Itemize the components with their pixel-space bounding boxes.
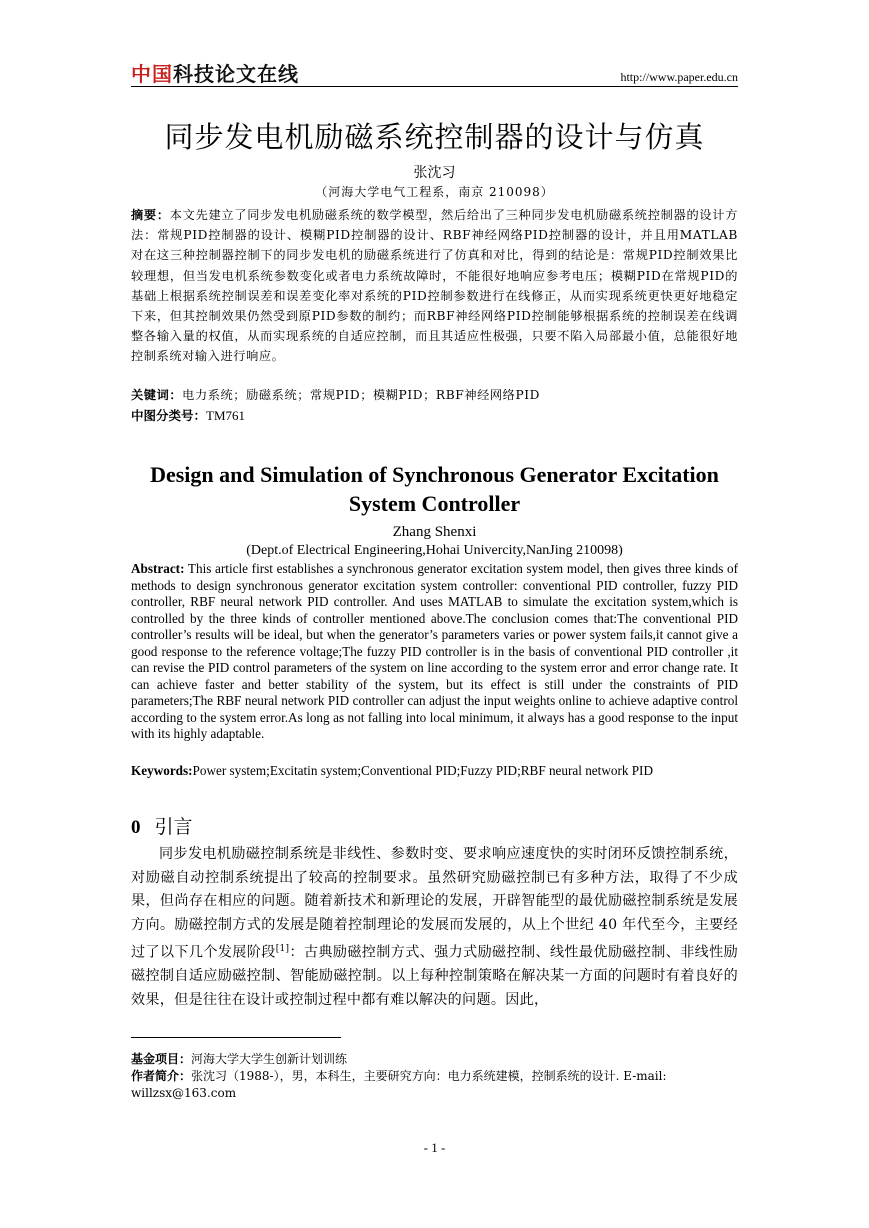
keywords-chinese xyxy=(131,385,738,405)
intro-text-part1: 同步发电机励磁控制系统是非线性、参数时变、要求响应速度快的实时闭环反馈控制系统，对励磁自动控制系统提出了较高的控制要求。虽然研究励磁控制已有多种方法，取得了不少成果，但尚存在相应的问题。随着新技术和新理论的发展，开辟智能型的最优励磁控制系统是发展方向。励磁控制方式的发展是随着控制理论的发展而发展的，从上个世纪 40 年代至今，主要经过了以下几个发展阶段 xyxy=(131,846,738,961)
classification-value: TM761 xyxy=(206,408,246,423)
keywords-english-text: Power system;Excitatin system;Conventional PID;Fuzzy PID;RBF neural network PID xyxy=(192,763,653,778)
keywords-english xyxy=(131,763,738,780)
author-bio-label: 作者简介： xyxy=(131,1069,192,1083)
classification-number xyxy=(131,406,738,426)
section-title: 引言 xyxy=(154,816,193,838)
section-number: 0 xyxy=(131,817,141,838)
keywords-chinese-label: 关键词： xyxy=(131,388,183,402)
author-bio-text: 张沈习（1988-），男，本科生，主要研究方向：电力系统建模，控制系统的设计. E-mail: willzsx@163.com xyxy=(131,1069,667,1100)
classification-label: 中图分类号： xyxy=(131,408,207,423)
footnote-fund xyxy=(131,1051,738,1068)
keywords-english-label: Keywords: xyxy=(131,763,193,778)
fund-label: 基金项目： xyxy=(131,1052,192,1066)
intro-text-part2: ：古典励磁控制方式、强力式励磁控制、线性最优励磁控制、非线性励磁控制自适应励磁控制、智能励磁控制。以上每种控制策略在解决某一方面的问题时有着良好的效果，但是往往在设计或控制过程中都有难以解决的问题。因此， xyxy=(131,944,738,1008)
abstract-chinese-label: 摘要： xyxy=(131,208,170,222)
footnote-divider xyxy=(131,1037,341,1038)
header-divider xyxy=(131,86,738,87)
abstract-english xyxy=(131,561,738,743)
header-url[interactable]: http://www.paper.edu.cn xyxy=(620,70,738,84)
author-english: Zhang Shenxi xyxy=(392,524,477,540)
site-logo xyxy=(131,58,321,84)
affiliation-english: (Dept.of Electrical Engineering,Hohai Univercity,NanJing 210098) xyxy=(246,543,623,558)
section-heading-introduction xyxy=(131,812,193,839)
keywords-chinese-text: 电力系统；励磁系统；常规PID；模糊PID；RBF神经网络PID xyxy=(182,388,541,402)
title-chinese: 同步发电机励磁系统控制器的设计与仿真 xyxy=(164,120,705,154)
page-number: - 1 - xyxy=(423,1140,446,1155)
footnote-author xyxy=(131,1068,738,1102)
abstract-chinese-text: 本文先建立了同步发电机励磁系统的数学模型，然后给出了三种同步发电机励磁系统控制器的设计方法：常规PID控制器的设计、模糊PID控制器的设计、RBF神经网络PID控制器的设计，并且用MATLAB对在这三种控制器控制下的同步发电机的励磁系统进行了仿真和对比，得到的结论是：常规PID控制效果比较理想，但当发电机系统参数变化或者电力系统故障时，不能很好地响应参考电压；模糊PID在常规PID的基础上根据系统控制误差和误差变化率对系统的PID控制参数进行在线修正，从而实现系统更快更好地稳定下来，但其控制效果仍然受到原PID参数的制约；而RBF神经网络PID控制能够根据系统的控制误差在线调整各输入量的权值，从而实现系统的自适应控制，而且其适应性极强，只要不陷入局部最小值，总能很好地控制系统对输入进行响应。 xyxy=(131,208,738,364)
fund-text: 河海大学大学生创新计划训练 xyxy=(191,1052,348,1066)
abstract-chinese xyxy=(131,205,738,367)
abstract-english-label: Abstract: xyxy=(131,561,185,576)
author-chinese: 张沈习 xyxy=(413,165,456,181)
abstract-english-text: This article first establishes a synchronous generator excitation system model, then gives three kinds of methods to design synchronous generator excitation system controller: conventional PID controller, fuzzy PID controller, RBF neural network PID controller. And uses MATLAB to simulate the excitation system,which is controlled by the three kinds of controller mentioned above.The conclusion comes that:The conventional PID controller’s results will be ideal, but when the generator’s parameters varies or power system fails,it cannot give a good response to the reference voltage;The fuzzy PID controller is in the basis of conventional PID controller ,it can revise the PID control parameters of the system on line according to the system error and error change rate. It can achieve faster and better stability of the system, but its effect is still under the constraints of PID parameters;The RBF neural network PID controller can adjust the input weights online to achieve adaptive control according to the system error.As long as not falling into local minimum, it always has a good response to the input with its highly adaptable. xyxy=(131,561,738,741)
citation-ref[interactable]: [1] xyxy=(275,943,290,954)
introduction-paragraph xyxy=(131,843,738,1013)
affiliation-chinese: （河海大学电气工程系，南京 210098） xyxy=(315,185,554,199)
logo-part-china: 中国 xyxy=(131,62,173,86)
logo-part-name: 科技论文在线 xyxy=(173,62,299,86)
title-english: Design and Simulation of Synchronous Generator Excitation System Controller xyxy=(150,462,719,516)
